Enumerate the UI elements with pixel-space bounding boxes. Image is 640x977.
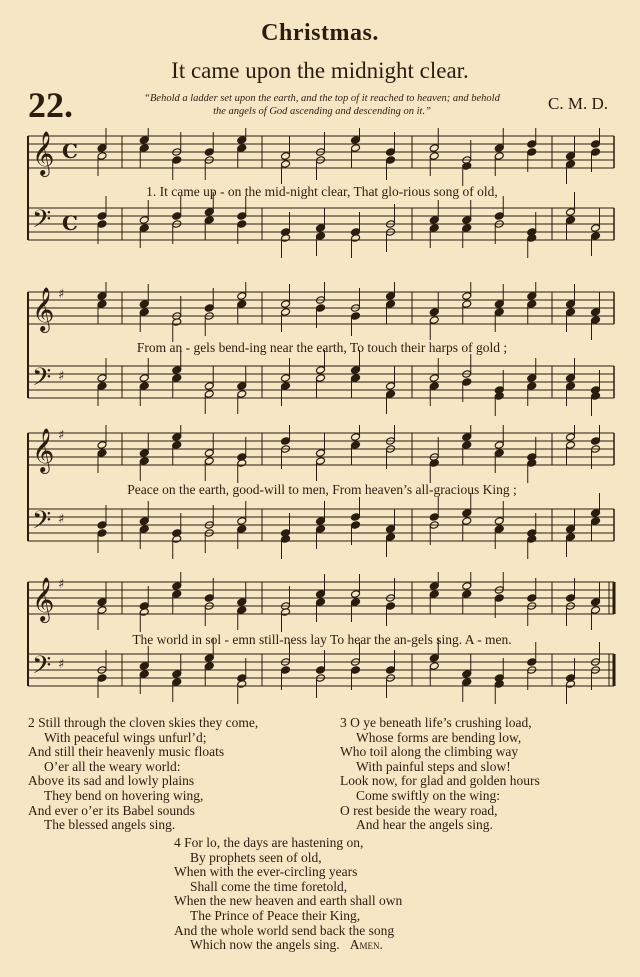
hymn-title: It came upon the midnight clear.: [171, 58, 469, 83]
common-time-icon: C: [62, 211, 78, 235]
key-sharp-icon: ♯: [58, 369, 65, 384]
note-head: [351, 374, 361, 383]
note-head: [97, 449, 107, 458]
verse-line: And the whole world send back the song: [174, 922, 395, 938]
note-head: [139, 136, 149, 145]
note-head: [172, 535, 182, 544]
note-head: [237, 220, 247, 229]
note-head: [462, 441, 472, 450]
note-head: [139, 300, 149, 309]
verse-line: And ever o’er its Babel sounds: [28, 802, 195, 818]
note-head: [172, 590, 182, 599]
note-head: [237, 212, 247, 221]
key-sharp-icon: ♯: [58, 428, 65, 443]
lyric-line-4: The world in sol - emn still-ness lay To hear the an-gels sing. A - men.: [132, 632, 512, 647]
note-head: [462, 224, 472, 233]
bass-clef-icon: 𝄢: [32, 363, 52, 398]
note-head: [351, 312, 361, 321]
note-head: [566, 382, 576, 391]
note-head: [566, 525, 576, 534]
note-head: [237, 606, 247, 615]
note-head: [429, 654, 439, 663]
note-head: [527, 459, 537, 468]
note-head: [429, 382, 439, 391]
note-head: [462, 216, 472, 225]
note-head: [566, 533, 576, 542]
note-head: [97, 598, 107, 607]
note-head: [351, 521, 361, 530]
note-head: [527, 382, 537, 391]
note-head: [316, 366, 326, 375]
epigraph-line-1: “Behold a ladder set upon the earth, and the top of it reached to heaven; and behold: [144, 93, 500, 104]
meter: C. M. D.: [548, 94, 608, 113]
note-head: [386, 666, 396, 675]
note-head: [566, 300, 576, 309]
note-head: [139, 517, 149, 526]
note-head: [462, 378, 472, 387]
note-head: [566, 680, 576, 689]
note-head: [172, 156, 182, 165]
note-head: [494, 212, 504, 221]
note-head: [527, 234, 537, 243]
note-head: [494, 517, 504, 526]
common-time-icon: C: [62, 139, 78, 163]
note-head: [281, 308, 291, 317]
note-head: [97, 521, 107, 530]
note-head: [566, 594, 576, 603]
bass-clef-icon: 𝄢: [32, 651, 52, 686]
amen-label: Amen.: [349, 937, 383, 953]
note-head: [591, 224, 601, 233]
note-head: [204, 382, 214, 391]
lyric-line-3: Peace on the earth, good-will to men, From heaven’s all-gracious King ;: [127, 482, 517, 497]
verse-line: With painful steps and slow!: [356, 758, 511, 774]
note-head: [97, 606, 107, 615]
note-head: [429, 582, 439, 591]
note-head: [237, 382, 247, 391]
note-head: [429, 152, 439, 161]
note-head: [237, 517, 247, 526]
note-head: [97, 529, 107, 538]
verse-line: Above its sad and lowly plains: [28, 773, 195, 789]
note-head: [237, 459, 247, 468]
note-head: [429, 513, 439, 522]
note-head: [281, 300, 291, 309]
verse-line: With peaceful wings unfurl’d;: [44, 729, 207, 745]
note-head: [527, 535, 537, 544]
note-head: [527, 292, 537, 301]
note-head: [172, 212, 182, 221]
verse-3: [340, 716, 540, 833]
note-head: [429, 308, 439, 317]
note-head: [316, 457, 326, 466]
note-head: [429, 216, 439, 225]
note-head: [316, 374, 326, 383]
note-head: [351, 598, 361, 607]
note-head: [237, 390, 247, 399]
note-head: [462, 670, 472, 679]
note-head: [281, 608, 291, 617]
epigraph-line-2: the angels of God ascending and descending on it.”: [213, 106, 431, 117]
note-head: [139, 608, 149, 617]
music-system-1: [24, 128, 620, 268]
key-sharp-icon: ♯: [58, 287, 65, 302]
note-head: [316, 666, 326, 675]
note-head: [386, 390, 396, 399]
note-head: [281, 382, 291, 391]
note-head: [462, 509, 472, 518]
note-head: [566, 374, 576, 383]
note-head: [566, 441, 576, 450]
note-head: [591, 437, 601, 446]
note-head: [494, 392, 504, 401]
note-head: [494, 152, 504, 161]
note-head: [462, 292, 472, 301]
note-head: [172, 374, 182, 383]
note-head: [527, 140, 537, 149]
note-head: [237, 136, 247, 145]
lyric-line-1: 1. It came up - on the mid-night clear, That glo-rious song of old,: [146, 184, 498, 199]
music-system-3: [24, 425, 620, 565]
note-head: [386, 148, 396, 157]
verse-line: 4 For lo, the days are hastening on,: [174, 835, 364, 850]
note-head: [351, 366, 361, 375]
treble-clef-icon: 𝄞: [32, 577, 55, 621]
note-head: [204, 449, 214, 458]
note-head: [316, 232, 326, 241]
note-head: [172, 582, 182, 591]
verse-line: When the new heaven and earth shall own: [174, 893, 403, 909]
note-head: [591, 140, 601, 149]
note-head: [429, 374, 439, 383]
note-head: [97, 382, 107, 391]
note-head: [139, 224, 149, 233]
note-head: [204, 457, 214, 466]
note-head: [204, 148, 214, 157]
verse-line-text: Which now the angels sing.: [190, 937, 340, 953]
note-head: [204, 216, 214, 225]
note-head: [316, 590, 326, 599]
note-head: [139, 308, 149, 317]
note-head: [351, 666, 361, 675]
note-head: [462, 582, 472, 591]
note-head: [351, 441, 361, 450]
verse-2: [28, 716, 258, 833]
note-head: [316, 224, 326, 233]
note-head: [237, 680, 247, 689]
verse-line: Who toil along the climbing way: [340, 744, 519, 760]
note-head: [281, 234, 291, 243]
note-head: [429, 224, 439, 233]
note-head: [386, 300, 396, 309]
note-head: [237, 292, 247, 301]
note-head: [281, 374, 291, 383]
note-head: [351, 433, 361, 442]
note-head: [494, 525, 504, 534]
note-head: [97, 441, 107, 450]
note-head: [386, 602, 396, 611]
note-head: [139, 382, 149, 391]
note-head: [281, 535, 291, 544]
note-head: [494, 441, 504, 450]
note-head: [591, 148, 601, 157]
note-head: [591, 316, 601, 325]
note-head: [172, 318, 182, 327]
note-head: [429, 662, 439, 671]
verse-line: Come swiftly on the wing:: [356, 787, 500, 803]
note-head: [591, 392, 601, 401]
note-head: [139, 662, 149, 671]
verse-4: [174, 836, 402, 953]
note-head: [494, 680, 504, 689]
verse-line: O rest beside the weary road,: [340, 802, 498, 818]
hymn-number: 22.: [28, 85, 73, 125]
note-head: [566, 308, 576, 317]
treble-clef-icon: 𝄞: [32, 287, 55, 331]
note-head: [281, 437, 291, 446]
note-head: [97, 144, 107, 153]
note-head: [386, 156, 396, 165]
note-head: [462, 433, 472, 442]
note-head: [386, 292, 396, 301]
note-head: [462, 590, 472, 599]
note-head: [281, 160, 291, 169]
verse-line: [174, 938, 402, 953]
note-head: [351, 144, 361, 153]
note-head: [351, 590, 361, 599]
note-head: [351, 513, 361, 522]
note-head: [386, 533, 396, 542]
note-head: [316, 598, 326, 607]
key-sharp-icon: ♯: [58, 512, 65, 527]
note-head: [139, 449, 149, 458]
section-title: Christmas.: [261, 20, 379, 46]
note-head: [172, 678, 182, 687]
note-head: [316, 304, 326, 313]
note-head: [386, 525, 396, 534]
note-head: [494, 308, 504, 317]
verse-line: O’er all the weary world:: [44, 758, 181, 774]
key-sharp-icon: ♯: [58, 577, 65, 592]
note-head: [351, 234, 361, 243]
note-head: [172, 441, 182, 450]
treble-clef-icon: 𝄞: [32, 131, 55, 175]
note-head: [97, 374, 107, 383]
note-head: [462, 517, 472, 526]
note-head: [139, 216, 149, 225]
treble-clef-icon: 𝄞: [32, 428, 55, 472]
note-head: [204, 654, 214, 663]
note-head: [204, 304, 214, 313]
verse-line: The blessed angels sing.: [44, 817, 176, 833]
note-head: [566, 152, 576, 161]
note-head: [527, 374, 537, 383]
music-system-4: [24, 572, 620, 712]
verse-line: By prophets seen of old,: [190, 849, 322, 865]
note-head: [172, 433, 182, 442]
note-head: [139, 374, 149, 383]
note-head: [281, 666, 291, 675]
note-head: [591, 308, 601, 317]
verse-line: 2 Still through the cloven skies they come,: [28, 715, 259, 730]
note-head: [494, 144, 504, 153]
verse-line: They bend on hovering wing,: [44, 787, 204, 803]
note-head: [462, 678, 472, 687]
key-sharp-icon: ♯: [58, 657, 65, 672]
bass-clef-icon: 𝄢: [32, 205, 52, 240]
note-head: [351, 136, 361, 145]
note-head: [566, 208, 576, 217]
note-head: [527, 148, 537, 157]
note-head: [494, 594, 504, 603]
note-head: [237, 300, 247, 309]
note-head: [139, 670, 149, 679]
verse-line: Look now, for glad and golden hours: [340, 773, 540, 789]
note-head: [527, 594, 537, 603]
note-head: [462, 300, 472, 309]
note-head: [97, 152, 107, 161]
note-head: [237, 144, 247, 153]
note-head: [172, 366, 182, 375]
note-head: [527, 658, 537, 667]
note-head: [237, 598, 247, 607]
verse-line: The Prince of Peace their King,: [190, 907, 361, 923]
verse-line: And still their heavenly music floats: [28, 744, 225, 760]
note-head: [429, 459, 439, 468]
note-head: [429, 144, 439, 153]
bass-clef-icon: 𝄢: [32, 506, 52, 541]
verse-line: 3 O ye beneath life’s crushing load,: [340, 715, 532, 730]
note-head: [591, 598, 601, 607]
music-system-2: [24, 282, 620, 422]
note-head: [591, 509, 601, 518]
note-head: [204, 594, 214, 603]
note-head: [462, 162, 472, 171]
note-head: [281, 152, 291, 161]
note-head: [429, 590, 439, 599]
note-head: [494, 449, 504, 458]
note-head: [97, 212, 107, 221]
note-head: [204, 208, 214, 217]
note-head: [591, 232, 601, 241]
note-head: [316, 517, 326, 526]
note-head: [139, 457, 149, 466]
note-head: [316, 449, 326, 458]
note-head: [139, 525, 149, 534]
verse-line: Shall come the time foretold,: [190, 878, 348, 894]
note-head: [97, 292, 107, 301]
note-head: [591, 517, 601, 526]
note-head: [494, 300, 504, 309]
note-head: [172, 670, 182, 679]
note-head: [386, 382, 396, 391]
lyric-line-2: From an - gels bend-ing near the earth, To touch their harps of gold ;: [136, 340, 508, 355]
verse-line: When with the ever-circling years: [174, 864, 358, 880]
note-head: [97, 300, 107, 309]
verse-line: And hear the angels sing.: [356, 817, 493, 833]
note-head: [204, 390, 214, 399]
verse-line: Whose forms are bending low,: [356, 729, 522, 745]
note-head: [591, 606, 601, 615]
note-head: [237, 525, 247, 534]
note-head: [566, 433, 576, 442]
note-head: [139, 144, 149, 153]
note-head: [316, 525, 326, 534]
note-head: [527, 300, 537, 309]
note-head: [566, 160, 576, 169]
note-head: [429, 316, 439, 325]
note-head: [97, 220, 107, 229]
note-head: [97, 674, 107, 683]
note-head: [566, 216, 576, 225]
note-head: [204, 662, 214, 671]
epigraph: [102, 92, 542, 118]
